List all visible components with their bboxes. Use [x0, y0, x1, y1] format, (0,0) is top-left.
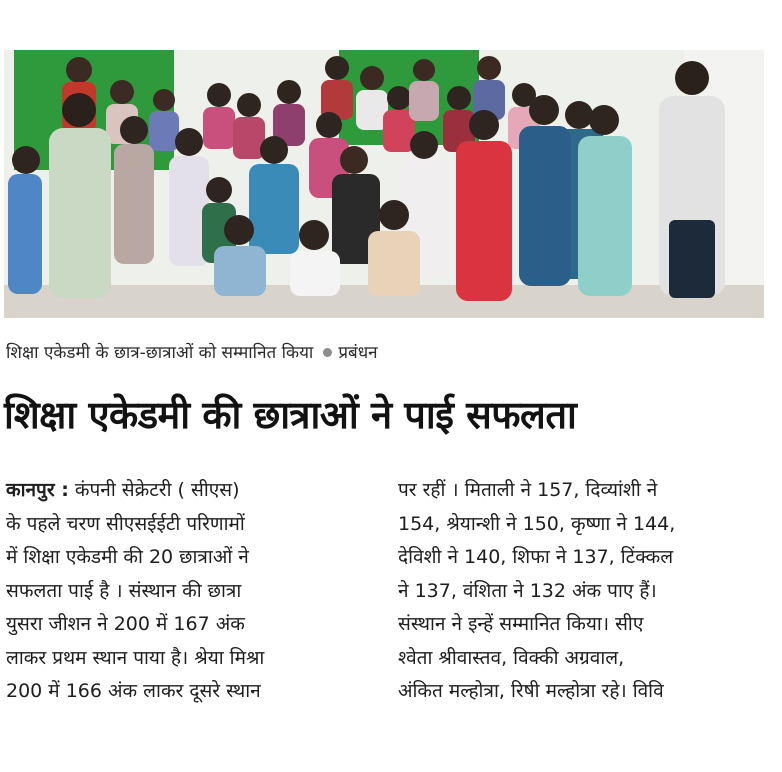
article-line: श्वेता श्रीवास्तव, विक्की अग्रवाल, [398, 646, 625, 669]
article-column-right [398, 474, 768, 709]
group-photo-illustration [4, 50, 764, 318]
article-column-left [6, 474, 366, 709]
caption-text: शिक्षा एकेडमी के छात्र-छात्राओं को सम्मानित किया [6, 343, 314, 363]
article-line: अंकित मल्होत्रा, रिषी मल्होत्रा रहे। विवि [398, 680, 664, 702]
photo-caption [6, 340, 378, 363]
group-photo [4, 50, 764, 318]
article-line: देविशी ने 140, शिफा ने 137, टिंक्कल [398, 546, 674, 568]
caption-credit: प्रबंधन [338, 343, 378, 363]
dateline: कानपुर : [6, 479, 69, 501]
article-line: कानपुर : कंपनी सेक्रेटरी ( सीएस) [6, 479, 240, 501]
article-line: लाकर प्रथम स्थान पाया है। श्रेया मिश्रा [6, 646, 265, 669]
article-line: युसरा जीशन ने 200 में 167 अंक [6, 613, 245, 635]
article-line: के पहले चरण सीएसईईटी परिणामों [6, 512, 245, 535]
article-line: ने 137, वंशिता ने 132 अंक पाए हैं। [398, 579, 657, 602]
article-line: 154, श्रेयान्शी ने 150, कृष्णा ने 144, [398, 512, 676, 535]
article-headline: शिक्षा एकेडमी की छात्राओं ने पाई सफलता [4, 393, 577, 437]
article-line: पर रहीं । मिताली ने 157, दिव्यांशी ने [398, 479, 658, 501]
article-line: 200 में 166 अंक लाकर दूसरे स्थान [6, 680, 261, 702]
bullet-dot-icon [323, 348, 332, 357]
article-line: सफलता पाई है । संस्थान की छात्रा [6, 579, 242, 602]
article-line: संस्थान ने इन्हें सम्मानित किया। सीए [398, 613, 644, 635]
article-line: में शिक्षा एकेडमी की 20 छात्राओं ने [6, 546, 249, 568]
